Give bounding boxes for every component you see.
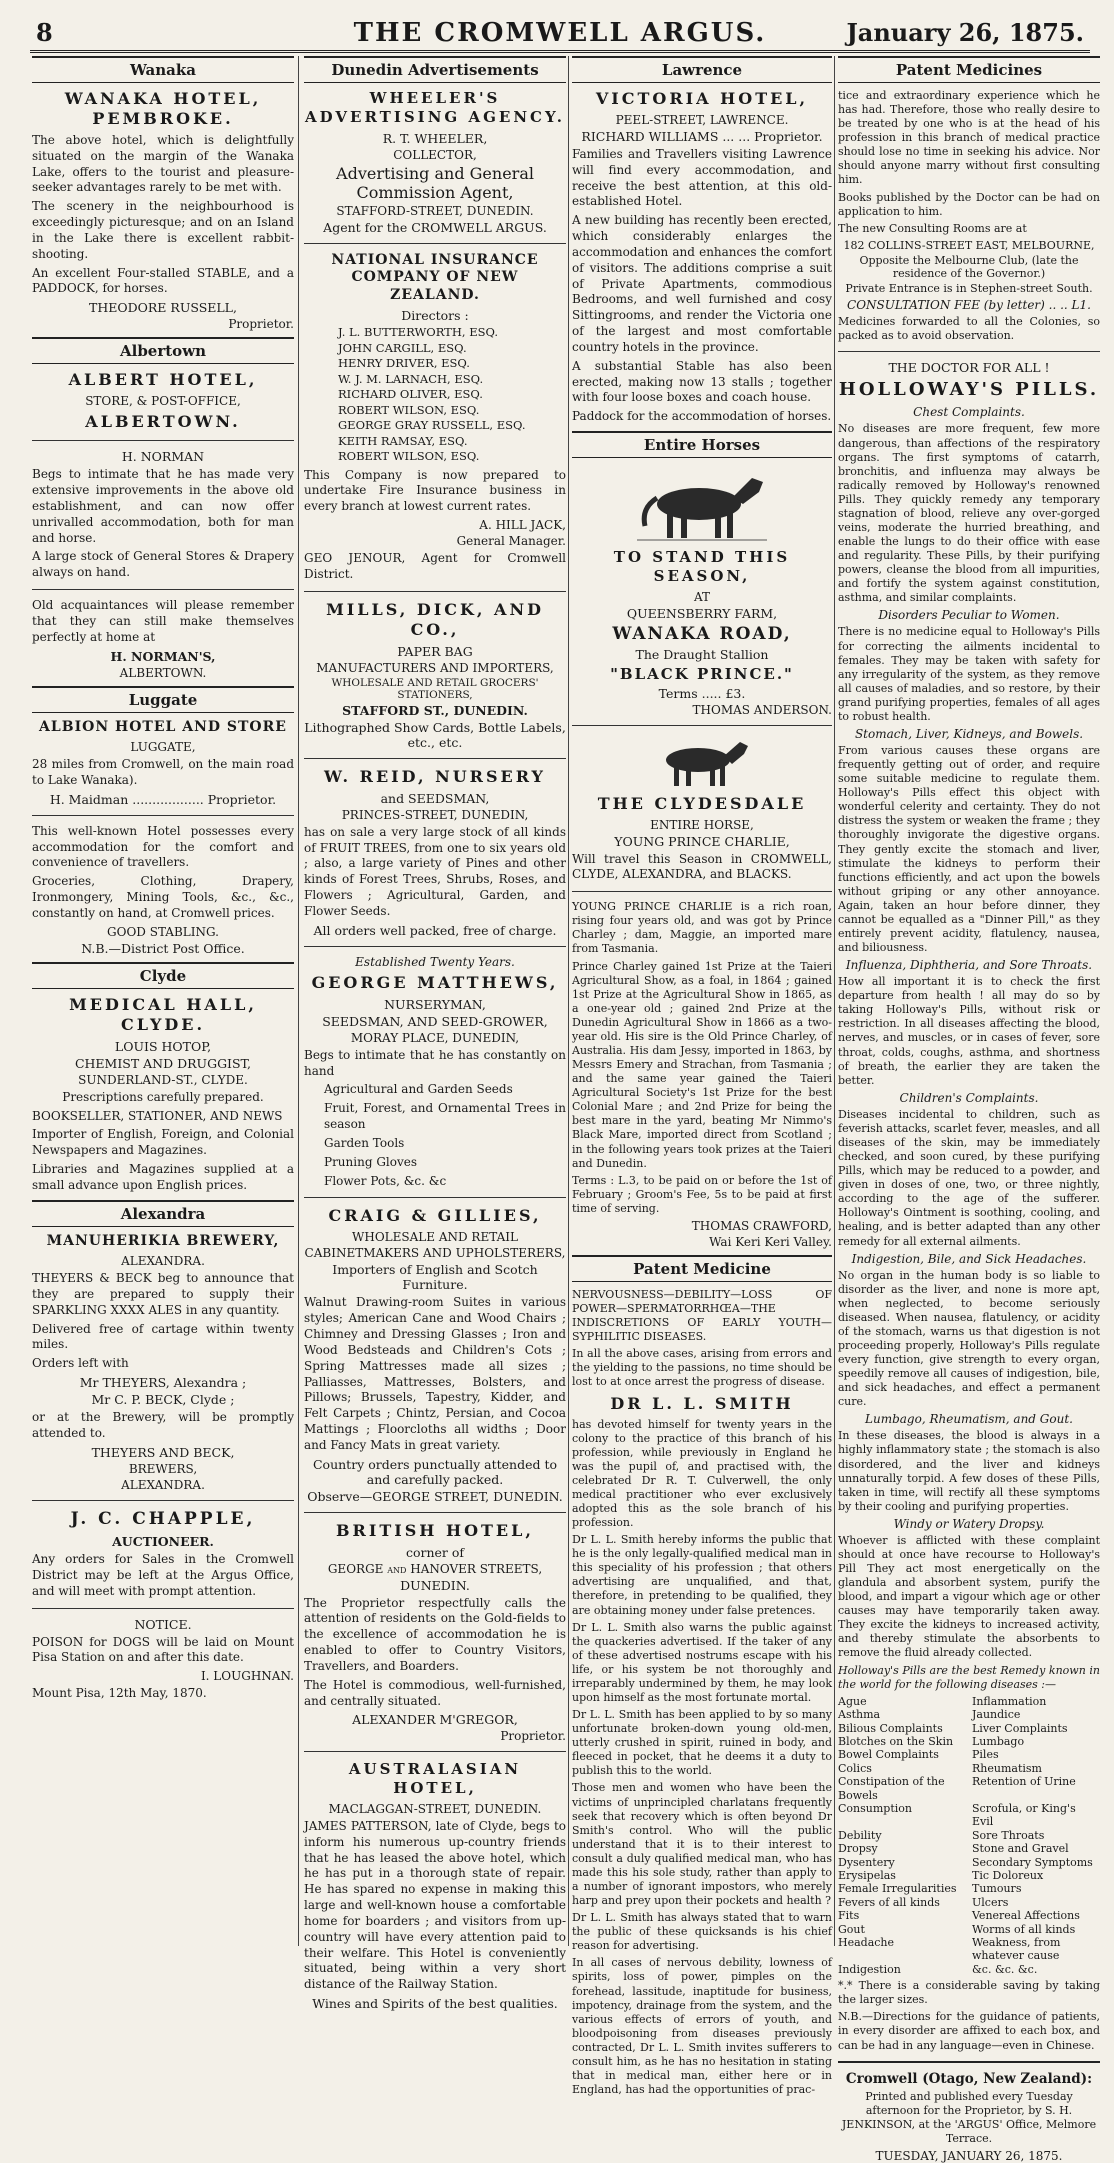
ad-subheading: Stomach, Liver, Kidneys, and Bowels. [854,727,1084,741]
director: ROBERT WILSON, ESQ. [338,449,480,464]
ad-list-item: Pruning Gloves [324,1154,418,1169]
ad-text: Importer of English, Foreign, and Colonial Newspapers and Magazines. [32,1127,294,1158]
ad-list-item: Garden Tools [324,1135,405,1150]
ad-address: PRINCES-STREET, DUNEDIN, [341,807,529,822]
ad-signature: THEYERS AND BECK, [91,1444,235,1460]
ad-list-item: Agricultural and Garden Seeds [324,1082,513,1097]
ad-text: Groceries, Clothing, Drapery, Ironmongery, Mining Tools, &c., &c., constantly on hand, at Cromwell prices. [32,874,294,920]
director: W. J. M. LARNACH, ESQ. [338,371,484,386]
ad-subheading: Children's Complaints. [899,1090,1039,1105]
divider [304,591,566,592]
ad-text: The new Consulting Rooms are at [838,221,1027,235]
ad-text: From various causes these organs are frequently getting out of order, and require some suitable medicine to regulate them. Holloway's Pills effect this object with wonderful celerity and certainty. They do not distress the system or weaken the frame ; they thoroughly invigorate the digestive organs. They gently excite the stomach and liver, stimulate the kidneys to perform their functions efficiently, and act upon the bowels without griping or any other annoyance. Again, taken an hour before dinner, they cannot be equalled as a "Dinner Pill," as they entirely prevent acidity, flatulency, nausea, and biliousness. [838,744,1100,955]
ad-subheading: CHEMIST AND DRUGGIST, [74,1055,252,1071]
ad-text: The Draught Stallion [635,646,769,662]
ad-farm: QUEENSBERRY FARM, [626,605,778,621]
ad-subheading: Importers of English and Scotch Furniture. [332,1262,538,1293]
disease-item: Fits [838,1909,860,1923]
ad-subheading: CABINETMAKERS AND UPHOLSTERERS, [304,1246,566,1261]
disease-item: Blotches on the Skin [838,1734,954,1748]
consultation-fee: CONSULTATION FEE (by letter) .. .. L1. [847,297,1091,312]
divider [32,440,294,441]
notice-title: NOTICE. [134,1616,192,1632]
disease-item: Consumption [838,1801,912,1815]
ad-heading: MILLS, DICK, AND CO., [326,599,544,639]
ad-text: Families and Travellers visiting Lawrence will find every accommodation, and receive the best attention, at this old-established Hotel. [572,147,832,209]
ad-subheading: WHOLESALE AND RETAIL GROCERS' STATIONERS, [331,676,539,701]
ad-heading: WANAKA HOTEL, PEMBROKE. [64,89,262,128]
ad-subheading: PAPER BAG [397,643,473,659]
ad-text: The Hotel is commodious, well-furnished, and centrally situated. [304,1677,566,1708]
ad-text: Country orders punctually attended to and carefully packed. [312,1456,558,1487]
ad-signature: THOMAS ANDERSON. [692,702,832,717]
ad-text: Wines and Spirits of the best qualities. [312,1996,558,2012]
ad-subheading: ENTIRE HORSE, [650,817,754,832]
ad-text: Orders left with [32,1356,129,1371]
ad-heading: WHEELER'S ADVERTISING AGENCY. [305,89,565,126]
ad-text: In these diseases, the blood is always in a highly inflammatory state ; the stomach is also disordered, and the liver and kidneys unnaturally torpid. A few doses of these Pills, taken in time, will rectify all these symptoms by their cooling and purifying properties. [838,1429,1100,1513]
ad-heading: TO STAND THIS SEASON, [613,548,791,585]
section-patent-medicines: Patent Medicines [838,56,1100,83]
ad-signature: THEODORE RUSSELL, [89,300,237,316]
imprint-heading: Cromwell (Otago, New Zealand): [845,2070,1093,2087]
ad-text: A large stock of General Stores & Drapery always on hand. [32,549,294,580]
ad-text: Mr THEYERS, Alexandra ; [79,1375,247,1391]
ad-heading: AUSTRALASIAN HOTEL, [348,1760,522,1798]
ad-headline: Advertising and General Commission Agent, [336,163,534,202]
divider [572,725,832,726]
disease-item: Rheumatism [972,1761,1042,1775]
ad-text: Mr C. P. BECK, Clyde ; [91,1392,235,1408]
imprint-date: TUESDAY, JANUARY 26, 1875. [875,2148,1063,2163]
ad-text: The Proprietor respectfully calls the attention of residents on the Gold-fields to the excellence of accommodation he is enabled to offer to Country Visitors, Travellers, and Boarders. [304,1595,566,1673]
ad-date: Mount Pisa, 12th May, 1870. [32,1686,207,1701]
divider [32,589,294,590]
ad-subheading: corner of [405,1544,465,1560]
ad-text: Paddock for the accommodation of horses. [572,409,832,424]
ad-place: Wai Keri Keri Valley. [709,1234,832,1249]
ad-subheading: LUGGATE, [130,740,196,755]
divider [32,815,294,816]
director: KEITH RAMSAY, ESQ. [338,433,468,448]
section-entire-horses: Entire Horses [572,431,832,458]
ad-heading: ALBERT HOTEL, [68,370,258,390]
ad-place: ALEXANDRA. [121,1254,205,1269]
ad-text: The above hotel, which is delightfully situated on the margin of the Wanaka Lake, offers to the tourist and pleasure-seeker advantages rarely to be met with. [32,133,294,195]
ad-role: BREWERS, [128,1461,198,1476]
director: RICHARD OLIVER, ESQ. [338,387,483,402]
draught-horse-illustration [627,464,777,544]
imprint-text: Printed and published every Tuesday afternoon for the Proprietor, by S. H. JENKINSON, at the 'ARGUS' Office, Melmore Terrace. [841,2089,1097,2145]
ad-place: DUNEDIN. [400,1577,470,1593]
disease-item: Scrofula, or King's Evil [972,1801,1076,1829]
ad-address: MACLAGGAN-STREET, DUNEDIN. [328,1801,542,1816]
disease-item: Fevers of all kinds [838,1895,940,1909]
disease-item: Weakness, from whatever cause [972,1936,1061,1963]
ad-note: GOOD STABLING. [107,924,219,939]
ad-subheading: Indigestion, Bile, and Sick Headaches. [851,1251,1087,1266]
ad-subheading: GEORGE and HANOVER STREETS, [327,1561,543,1576]
page-number: 8 [36,18,53,47]
director: ROBERT WILSON, ESQ. [338,402,480,417]
disease-item: Dropsy [838,1842,878,1856]
ad-owner: LOUIS HOTOP, [114,1038,212,1054]
ad-text: Begs to intimate that he has constantly on hand [304,1047,566,1078]
clydesdale-horse-illustration [642,734,762,790]
disease-item: Constipation of the Bowels [838,1775,945,1802]
ad-text: Dr L. L. Smith has been applied to by so many unfortunate broken-down young old-men, utterly crushed in spirit, ruined in body, and fleeced in pocket, that he deems it a duty to publish this to the world. [572,1708,832,1778]
ad-text: YOUNG PRINCE CHARLIE is a rich roan, rising four years old, and was got by Prince Charley ; dam, Maggie, an imported mare from Tasmania. [572,900,832,956]
ad-note: *.* There is a considerable saving by taking the larger sizes. [838,1979,1100,2007]
ad-heading: BRITISH HOTEL, [336,1520,534,1540]
section-clyde: Clyde [32,962,294,989]
ad-text: Old acquaintances will please remember that they can still make themselves perfectly at home at [32,598,294,644]
ad-text: No diseases are more frequent, few more dangerous, than affections of the respiratory organs. The first symptoms of catarrh, bronchitis, and influenza may always be radically removed by Holloway's renowned Pills. They quickly remedy any temporary stagnation of blood, relieve any over-gorged veins, moderate the hurried breathing, and enable the lungs to do their office with ease and regularity. These Pills, by their purifying powers, cleanse the blood from all impurities, and fortify the system against constitution, asthma, and similar complaints. [838,422,1100,605]
ad-place: ALBERTOWN. [85,412,241,432]
disease-item: Inflammation [972,1694,1047,1708]
ad-text: Lithographed Show Cards, Bottle Labels, etc., etc. [304,719,566,750]
ad-subheading: YOUNG PRINCE CHARLIE, [614,833,790,849]
ad-subheading: Chest Complaints. [913,405,1025,420]
disease-item: Liver Complaints [972,1721,1068,1735]
column-1 [32,56,294,1946]
ad-signature: A. HILL JACK, [479,518,566,533]
ad-text: POISON for DOGS will be laid on Mount Pisa Station on and after this date. [32,1634,294,1665]
disease-item: Ulcers [972,1895,1009,1909]
disease-item: Bowel Complaints [838,1748,939,1762]
ad-heading: DR L. L. SMITH [610,1393,794,1413]
ad-text: Diseases incidental to children, such as feverish attacks, scarlet fever, measles, and all diseases of the skin, may be immediately checked, and soon cured, by these purifying Pills, which may be reduced to a powder, and given in doses of one, two, or three nightly, according to the age of the sufferer. Holloway's Ointment is soothing, cooling, and healing, and is better adapted than any other remedy for all external ailments. [838,1107,1100,1248]
ad-address: STAFFORD-STREET, DUNEDIN. [336,203,534,218]
ad-owner: RICHARD WILLIAMS ... ... Proprietor. [581,129,823,144]
ad-subheading: Disorders Peculiar to Women. [878,608,1060,623]
ad-address: Observe—GEORGE STREET, DUNEDIN. [307,1488,563,1504]
section-alexandra: Alexandra [32,1200,294,1227]
disease-item: Retention of Urine [972,1775,1076,1789]
ad-text: The scenery in the neighbourhood is exceedingly picturesque; and on an Island in the Lake there is excellent rabbit-shooting. [32,199,294,261]
ad-text: Terms : L.3, to be paid on or before the 1st of February ; Groom's Fee, 5s to be paid at first time of serving. [572,1173,832,1215]
divider [304,1751,566,1752]
ad-list-heading: Holloway's Pills are the best Remedy known in the world for the following diseases :— [838,1663,1100,1691]
ad-text: THEYERS & BECK beg to announce that they are prepared to supply their SPARKLING XXXX ALES in any quantity. [32,1271,294,1317]
disease-list [838,1695,1100,1977]
ad-road: WANAKA ROAD, [612,623,792,644]
ad-text: This Company is now prepared to undertake Fire Insurance business in every branch at lowest current rates. [304,467,566,514]
disease-item: Female Irregularities [838,1882,957,1896]
column-2 [304,56,566,2012]
column-rule [298,56,299,1946]
ad-subheading: Windy or Watery Dropsy. [893,1516,1045,1531]
disease-item: Lumbago [972,1734,1025,1748]
disease-item: Debility [838,1828,882,1842]
section-luggate: Luggate [32,686,294,713]
ad-address: SUNDERLAND-ST., CLYDE. [78,1072,248,1087]
divider [32,1608,294,1609]
ad-heading: ALBION HOTEL AND STORE [39,718,287,735]
disease-item: Secondary Symptoms [972,1855,1093,1869]
ad-address: MORAY PLACE, DUNEDIN, [350,1030,520,1045]
ad-text: In all the above cases, arising from errors and the yielding to the passions, no time should be lost to at once arrest the progress of disease. [572,1347,832,1389]
disease-item: Headache [838,1936,895,1949]
ad-role: General Manager. [456,534,566,549]
ad-address: PEEL-STREET, LAWRENCE. [615,113,789,127]
ad-owner: R. T. WHEELER, [382,130,488,146]
ad-role: Proprietor. [228,317,294,332]
ad-text: All orders well packed, free of charge. [313,922,557,938]
disease-item: Asthma [838,1708,881,1722]
ad-text: Whoever is afflicted with these complaint should at once have recourse to Holloway's Pill They act most energetically on the glandula and absorbent system, purify the blood, and impart a vigour which age or other causes may have temporarily taken away. They excite the kidneys to increased activity, and thereby stimulate the absorbents to remove the fluid already collected. [838,1533,1100,1660]
ad-established: Established Twenty Years. [355,954,515,969]
ad-text: A substantial Stable has also been erected, making now 13 stalls ; together with four loose boxes and coach house. [572,358,832,405]
ad-subheading: Influenza, Diphtheria, and Sore Throats. [845,958,1093,973]
ad-text: No organ in the human body is so liable to disorder as the liver, and none is more apt, when neglected, to become seriously diseased. When nausea, flatulency, or acidity of the stomach, warns us that digestion is not proceeding properly, Holloway's Pills regulate every function, give strength to every organ, speedily remove all causes of indigestion, bile, and sick headaches, and effect a permanent cure. [838,1268,1100,1409]
ad-text: An excellent Four-stalled STABLE, and a PADDOCK, for horses. [32,265,294,296]
ad-heading: NATIONAL INSURANCE COMPANY OF NEW ZEALAND. [331,251,539,303]
ad-text: A new building has recently been erected, which considerably enlarges the accommodation and enhances the comfort of visitors. The additions comprise a suit of Private Apartments, commodious Bedrooms, and well furnished and cosy Sittingrooms, and render the Victoria one of the largest and most comfortable country hotels in the province. [572,213,832,354]
ad-subheading: AUCTIONEER. [112,1534,214,1550]
ad-text: 28 miles from Cromwell, on the main road to Lake Wanaka). [32,757,294,787]
divider [304,946,566,947]
ad-text: BOOKSELLER, STATIONER, AND NEWS [32,1108,283,1123]
ad-heading: MEDICAL HALL, CLYDE. [69,994,257,1034]
disease-item: Worms of all kinds [972,1922,1076,1936]
ad-text: Libraries and Magazines supplied at a small advance upon English prices. [32,1162,294,1192]
ad-place: ALEXANDRA. [121,1477,205,1492]
ad-text: tice and extraordinary experience which he has had. Therefore, those who really desire to be treated by one who is at the head of his profession in this branch of medical practice should lose no time in seeking his advice. Nor should anyone marry without first consulting him. [838,89,1100,187]
ad-text: How all important it is to check the first departure from health ! all may do so by taking Holloway's Pills, without risk or restriction. In all diseases affecting the blood, nerves, and muscles, or in cases of fever, sore throat, colds, coughs, asthma, and shortness of breath, the earlier they are taken the better. [838,975,1100,1087]
ad-text: Those men and women who have been the victims of unprincipled charlatans frequently seek that recovery which is often beyond Dr Smith's control. Who will the public understand that it is to their interest to consult a duly qualified medical man, who has made this his sole study, rather than apply to a number of ignorant impostors, who merely harp and prey upon their pockets and health ? [572,1781,832,1908]
disease-item: Piles [972,1748,999,1762]
ad-owner: H. Maidman .................. Proprietor. [49,791,277,807]
newspaper-title: THE CROMWELL ARGUS. [353,18,767,48]
ad-heading: VICTORIA HOTEL, [595,89,809,108]
ad-text: Will travel this Season in CROMWELL, CLYDE, ALEXANDRA, and BLACKS. [572,851,832,882]
disease-item: Gout [838,1922,865,1936]
disease-item: Bilious Complaints [838,1721,943,1735]
ad-text: Books published by the Doctor can be had on application to him. [838,190,1100,218]
ad-text: Dr L. L. Smith also warns the public against the quackeries advertised. If the taker of any of these advertised nostrums escape with his life, or his system be not thoroughly and irreparably undermined by them, he may look upon himself as the most fortunate mortal. [572,1620,832,1704]
ad-text: Delivered free of cartage within twenty miles. [32,1321,294,1352]
ad-heading: HOLLOWAY'S PILLS. [838,378,1100,400]
ad-role: COLLECTOR, [393,147,477,162]
ad-subheading: MANUFACTURERS AND IMPORTERS, [316,660,554,675]
director: J. L. BUTTERWORTH, ESQ. [338,325,498,339]
director: HENRY DRIVER, ESQ. [338,356,470,371]
directors-label: Directors : [401,308,469,323]
ad-heading: GEORGE MATTHEWS, [311,972,559,992]
disease-item: Ague [838,1694,867,1708]
ad-owner: H. NORMAN [121,449,205,465]
divider [304,1197,566,1198]
section-dunedin: Dunedin Advertisements [304,56,566,83]
ad-signature: H. NORMAN'S, [110,648,216,664]
divider [304,1512,566,1513]
ad-text: NERVOUSNESS—DEBILITY—LOSS OF POWER—SPERMATORRHŒA—THE INDISCRETIONS OF EARLY YOUTH—SYPHILITIC DISEASES. [572,1287,832,1344]
ad-signature: I. LOUGHNAN. [200,1669,294,1684]
disease-item: Tic Doloreux [972,1868,1044,1882]
ad-text: has devoted himself for twenty years in the colony to the practice of this branch of his profession, while previously in England he was the pupil of, and practised with, the celebrated Dr R. T. Culverwell, the only medical practitioner who ever exclusively adopted this as the sole branch of his profession. [572,1417,832,1530]
ad-subheading: Lumbago, Rheumatism, and Gout. [865,1412,1073,1427]
divider [304,758,566,759]
disease-item: Dysentery [838,1855,895,1869]
ad-text: Any orders for Sales in the Cromwell District may be left at the Argus Office, and will meet with prompt attention. [32,1552,294,1598]
ad-list-item: Flower Pots, &c. &c [324,1173,447,1188]
ad-heading: J. C. CHAPPLE, [70,1508,256,1529]
section-albertown: Albertown [32,337,294,364]
ad-note: Agent for the CROMWELL ARGUS. [323,219,547,235]
ad-text: Medicines forwarded to all the Colonies, so packed as to avoid observation. [838,314,1100,342]
director: JOHN CARGILL, ESQ. [338,340,467,355]
ad-list-item: Fruit, Forest, and Ornamental Trees in season [324,1101,566,1132]
disease-item: Tumours [972,1882,1022,1896]
ad-at: AT [693,589,710,604]
ad-heading: MANUHERIKIA BREWERY, [46,1232,280,1249]
section-patent-medicine: Patent Medicine [572,1255,832,1282]
divider [838,2061,1100,2063]
ad-text: In all cases of nervous debility, lowness of spirits, loss of power, pimples on the forehead, lassitude, inaptitude for business, impotency, drainage from the system, and the various effects of errors of youth, and bloodpoisoning from diseases previously contracted, Dr L. L. Smith invites sufferers to consult him, as he has no hesitation in stating that in medical man, either here or in England, has had the opportunities of prac- [572,1956,832,2097]
column-3 [572,56,832,2097]
ad-subheading: SEEDSMAN, AND SEED-GROWER, [322,1013,548,1029]
ad-text: Dr L. L. Smith has always stated that to warn the public of these quicksands is his chief reason for advertising. [572,1911,832,1953]
ad-text: has on sale a very large stock of all kinds of FRUIT TREES, from one to six years old ; also, a large variety of Pines and other kinds of Forest Trees, Shrubs, Roses, and Flowers ; Agricultural, Garden, and Flower Seeds. [304,824,566,918]
ad-signature: THOMAS CRAWFORD, [691,1218,832,1233]
ad-text: or at the Brewery, will be promptly attended to. [32,1410,294,1440]
ad-text: Dr L. L. Smith hereby informs the public that he is the only legally-qualified medical man in this speciality of his profession ; that others advertising are unqualified, and that, therefore, in pretending to be qualified, they are obtaining money under false pretences. [572,1533,832,1617]
issue-date: January 26, 1875. [846,18,1084,47]
disease-item: Erysipelas [838,1868,896,1882]
ad-address: 182 COLLINS-STREET EAST, MELBOURNE, [843,238,1095,252]
ad-subheading: THE DOCTOR FOR ALL ! [888,359,1050,375]
ad-text: GEO JENOUR, Agent for Cromwell District. [304,551,566,581]
ad-subheading: WHOLESALE AND RETAIL [352,1230,518,1245]
disease-item: Jaundice [972,1708,1021,1722]
ad-text: There is no medicine equal to Holloway's Pills for correcting the ailments incidental to females. They may be taken with safety for any irregularity of the system, as they remove all causes of maladies, and so restore, by their grand purifying properties, females of all ages to robust health. [838,625,1100,723]
section-wanaka: Wanaka [32,56,294,83]
ad-text: Prince Charley gained 1st Prize at the Taieri Agricultural Show, as a foal, in 1864 ; gained 1st Prize at the Agricultural Show in 1865, as a one-year old ; gained 2nd Prize at the Dunedin Agricultural Show in 1866 as a two-year old. His sire is the Old Prince Charley, of Australia. His dam Jessy, imported in 1863, by Messrs Emery and Strachan, from Tasmania ; and the same year gained the Taieri Agricultural Society's 1st Prize for the best Colonial Mare ; and 2nd Prize for being the best mare in the yard, beating Mr Nimmo's Black Mare, imported direct from Scotland ; in the following years took prizes at the Taieri and Dunedin. [572,959,832,1170]
masthead [30,14,1090,53]
ad-place: ALBERTOWN. [119,665,207,680]
disease-item: Sore Throats [972,1828,1045,1842]
column-rule [834,56,835,1946]
ad-terms: Terms ..... £3. [658,685,746,701]
ad-note: N.B.—District Post Office. [81,940,245,956]
ad-role: Proprietor. [500,1729,566,1744]
director: GEORGE GRAY RUSSELL, ESQ. [338,418,526,433]
disease-item: Colics [838,1761,872,1775]
column-4 [838,56,1100,2163]
ad-address: Opposite the Melbourne Club, (late the residence of the Governor.) [859,253,1079,280]
divider [572,891,832,892]
divider [32,1500,294,1501]
disease-item: Indigestion [838,1962,901,1976]
column-rule [568,56,569,1946]
ad-address: Private Entrance is in Stephen-street South. [845,281,1093,295]
section-lawrence: Lawrence [572,56,832,83]
ad-text: Prescriptions carefully prepared. [62,1089,264,1104]
ad-note: N.B.—Directions for the guidance of patients, in every disorder are affixed to each box, and can be had in any language—even in Chinese. [838,2010,1100,2052]
divider [304,243,566,244]
ad-subheading: NURSERYMAN, [384,996,486,1012]
disease-item: Stone and Gravel [972,1842,1069,1856]
ad-heading: THE CLYDESDALE [597,793,807,813]
ad-heading: W. REID, NURSERY [324,766,546,786]
ad-text: JAMES PATTERSON, late of Clyde, begs to inform his numerous up-country friends that he has leased the above hotel, which he has put in a thorough state of repair. He has spared no expense in making this large and well-known house a comfortable home for boarders ; and visitors from up-country will have every attention paid to their welfare. This Hotel is conveniently situated, being within a very short distance of the Railway Station. [304,1818,566,1992]
ad-subheading: STORE, & POST-OFFICE, [85,394,241,409]
disease-item: Venereal Affections [972,1909,1080,1923]
ad-heading: CRAIG & GILLIES, [328,1206,542,1226]
ad-address: STAFFORD ST., DUNEDIN. [342,702,528,718]
ad-text: This well-known Hotel possesses every accommodation for the comfort and convenience of travellers. [32,823,294,870]
disease-item: &c. &c. &c. [972,1962,1038,1976]
ad-signature: ALEXANDER M'GREGOR, [352,1712,518,1728]
horse-name: "BLACK PRINCE." [610,664,794,683]
ad-subheading: and SEEDSMAN, [380,790,490,806]
ad-text: Begs to intimate that he has made very extensive improvements in the above old establishment, and can now offer unrivalled accommodation, both for man and horse. [32,467,294,545]
divider [838,351,1100,352]
ad-text: Walnut Drawing-room Suites in various styles; American Cane and Wood Chairs ; Chimney and Dressing Glasses ; Iron and Wood Bedsteads and Children's Cots ; Spring Mattresses made all sizes ; Palliasses, Mattresses, Bolsters, and Pillows; Brussels, Tapestry, Kidder, and Felt Carpets ; Chintz, Persian, and Cocoa Mattings ; Floorcloths all widths ; Door and Fancy Mats in great variety. [304,1295,566,1452]
